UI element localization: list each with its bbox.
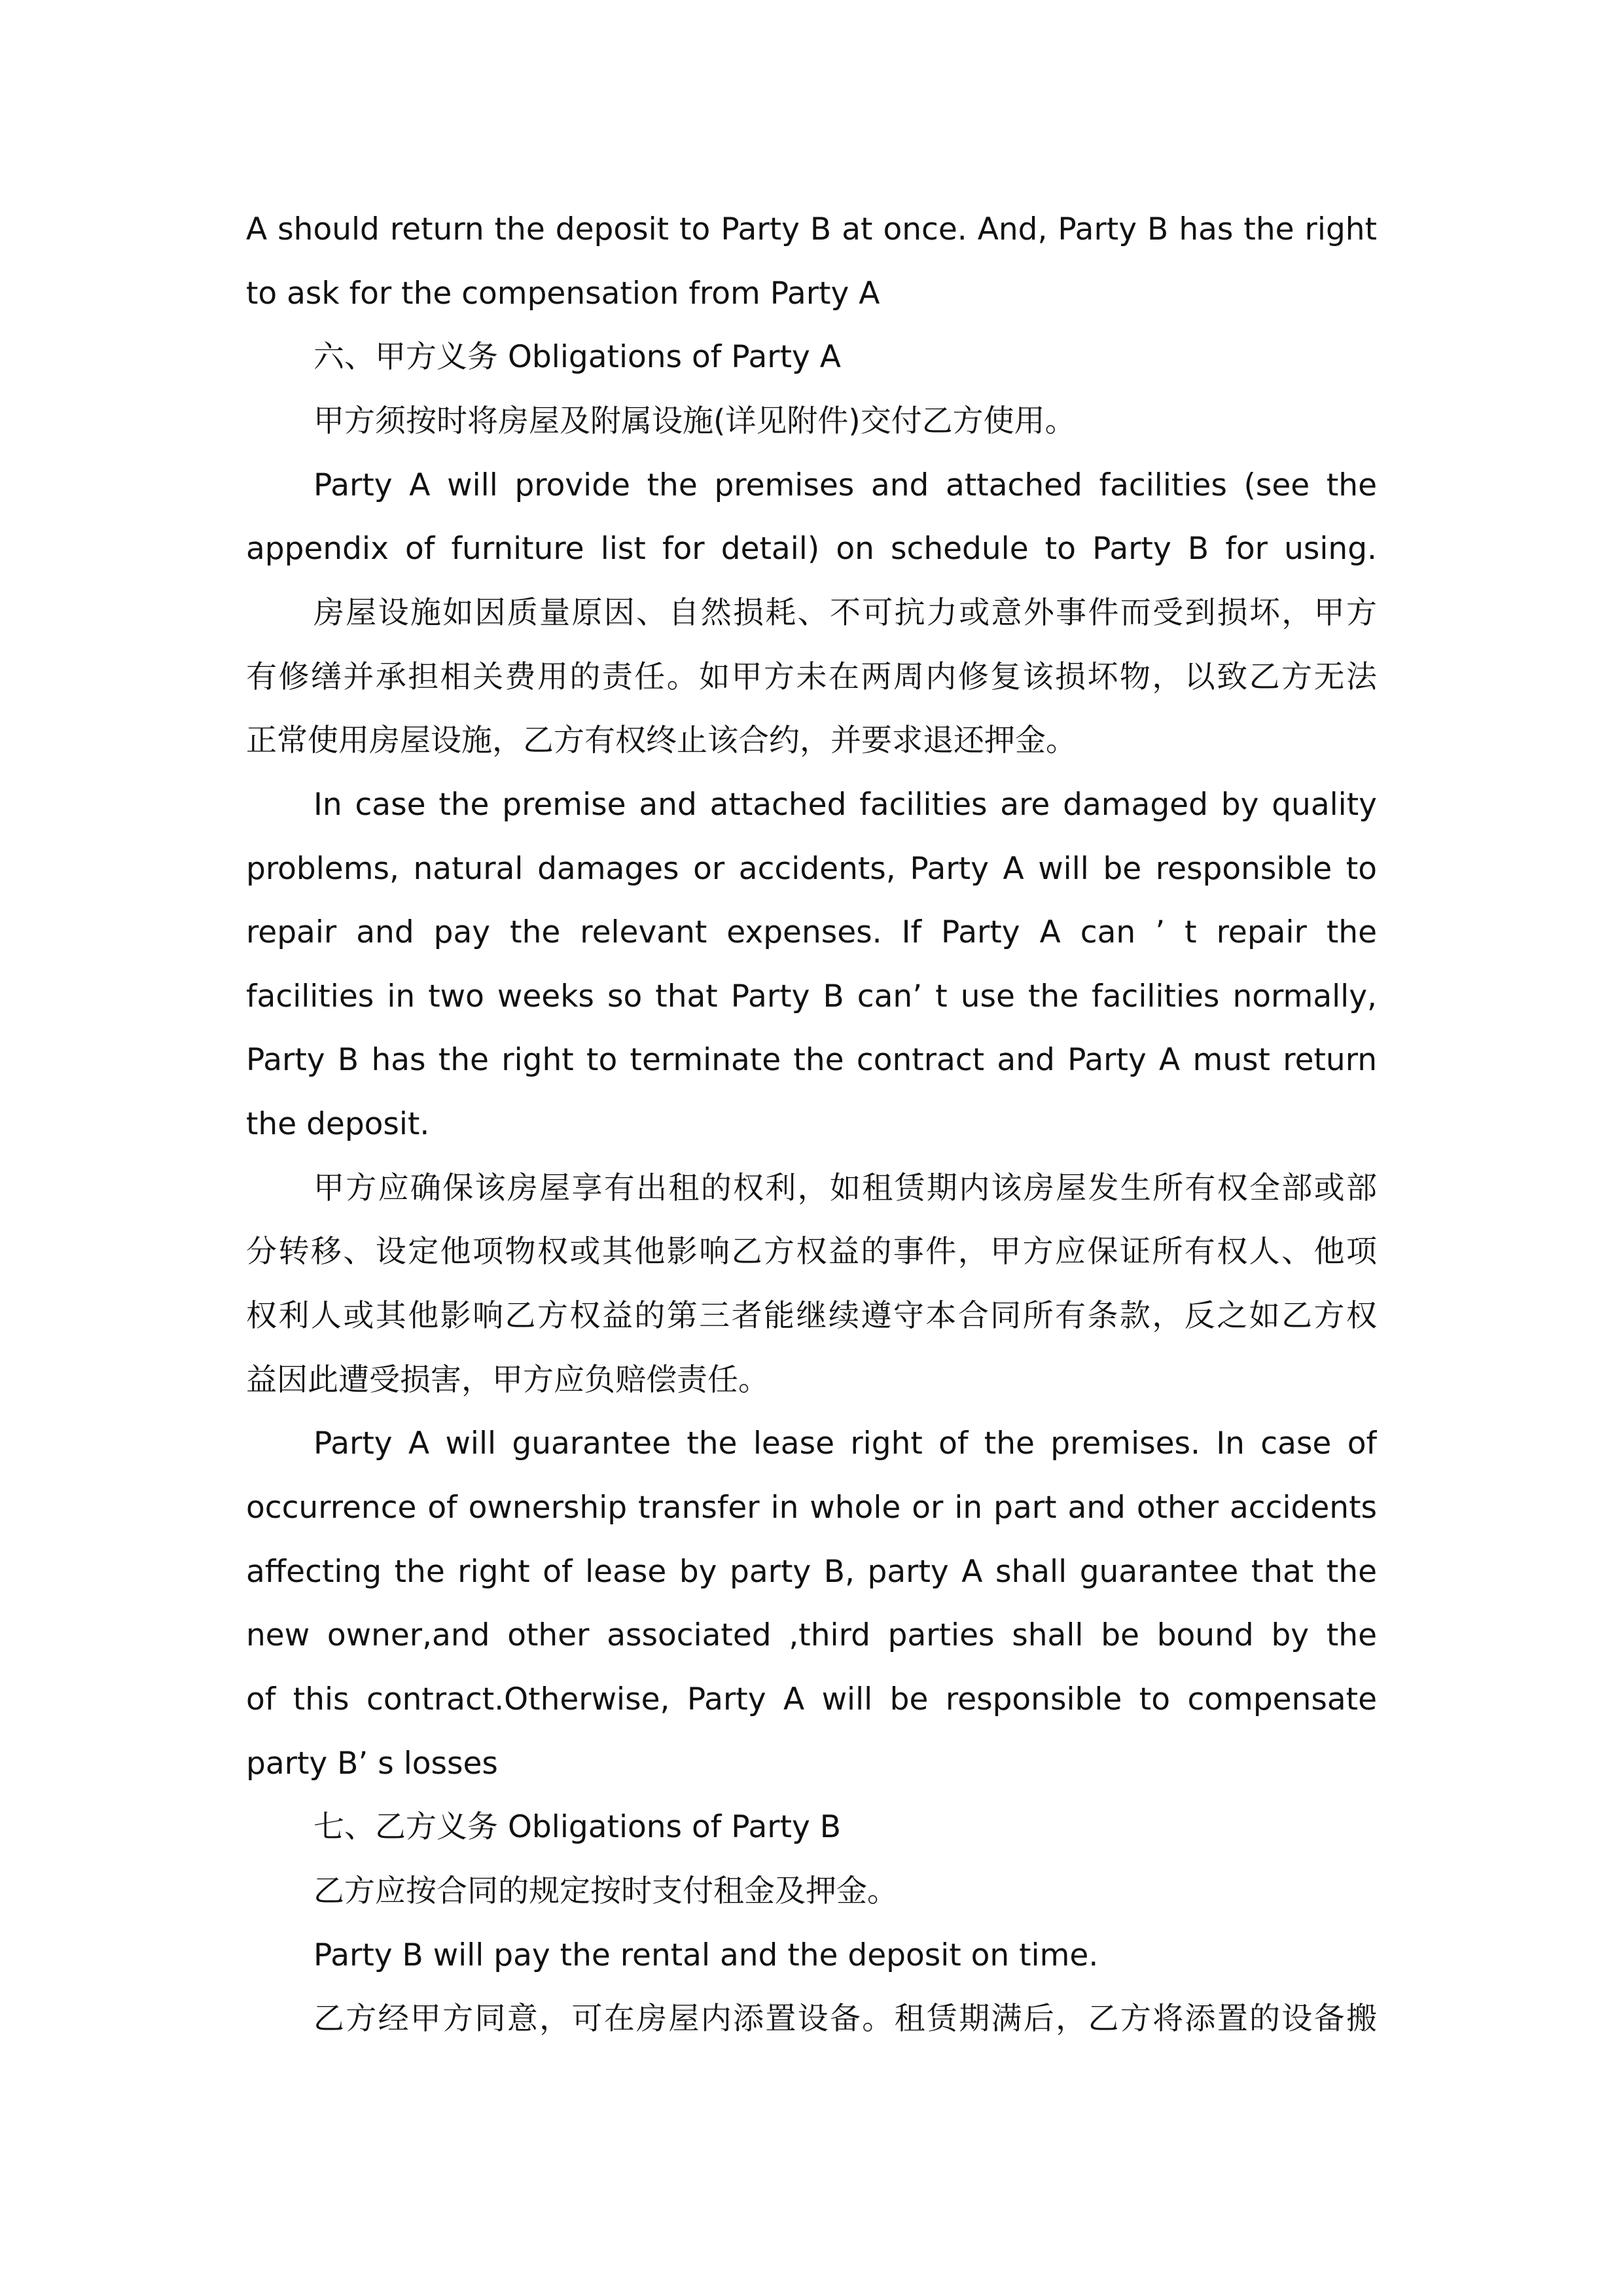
document-text-line: Party B has the right to terminate the contract and Party A must return [246,1042,1377,1079]
document-text-line: problems, natural damages or accidents, Party A will be responsible to [246,850,1377,887]
document-text-line: 房屋设施如因质量原因、自然损耗、不可抗力或意外事件而受到损坏，甲方 [313,594,1377,631]
document-text-line: appendix of furniture list for detail) on schedule to Party B for using. [246,531,1377,567]
document-text-line: Party A will guarantee the lease right of the premises. In case of [313,1426,1377,1462]
document-text-line: affecting the right of lease by party B, party A shall guarantee that the [246,1553,1377,1590]
document-text-line: Party B will pay the rental and the deposit on time. [313,1937,1099,1973]
document-text-line: 甲方须按时将房屋及附属设施(详见附件)交付乙方使用。 [313,403,1076,439]
document-text-line: 有修缮并承担相关费用的责任。如甲方未在两周内修复该损坏物，以致乙方无法 [246,658,1377,695]
document-text-line: party B’ s losses [246,1745,498,1782]
document-text-line: occurrence of ownership transfer in whole or in part and other accidents [246,1490,1377,1526]
document-text-line: 权利人或其他影响乙方权益的第三者能继续遵守本合同所有条款，反之如乙方权 [246,1298,1377,1335]
document-text-line: new owner,and other associated ,third parties shall be bound by the [246,1617,1377,1654]
document-text-line: to ask for the compensation from Party A [246,275,880,312]
document-text-line: In case the premise and attached facilities are damaged by quality [313,786,1377,823]
document-text-line: 七、乙方义务 Obligations of Party B [313,1809,841,1846]
document-text-line: 益因此遭受损害，甲方应负赔偿责任。 [246,1361,769,1398]
document-text-line: of this contract.Otherwise, Party A will be responsible to compensate [246,1681,1377,1717]
document-text-line: 甲方应确保该房屋享有出租的权利，如租赁期内该房屋发生所有权全部或部 [313,1170,1377,1206]
document-text-line: 分转移、设定他项物权或其他影响乙方权益的事件，甲方应保证所有权人、他项 [246,1234,1377,1270]
document-text-line: the deposit. [246,1106,430,1143]
document-text-line: 六、甲方义务 Obligations of Party A [313,339,841,376]
document-text-line: facilities in two weeks so that Party B can’ t use the facilities normally, [246,978,1377,1014]
document-text-line: 正常使用房屋设施，乙方有权终止该合约，并要求退还押金。 [246,723,1077,759]
document-text-line: A should return the deposit to Party B at once. And, Party B has the right [246,211,1377,247]
document-text-line: 乙方经甲方同意，可在房屋内添置设备。租赁期满后，乙方将添置的设备搬 [313,2001,1377,2037]
document-text-line: repair and pay the relevant expenses. If Party A can ’ t repair the [246,914,1377,951]
document-text-line: 乙方应按合同的规定按时支付租金及押金。 [313,1873,898,1909]
document-text-line: Party A will provide the premises and attached facilities (see the [313,467,1377,503]
